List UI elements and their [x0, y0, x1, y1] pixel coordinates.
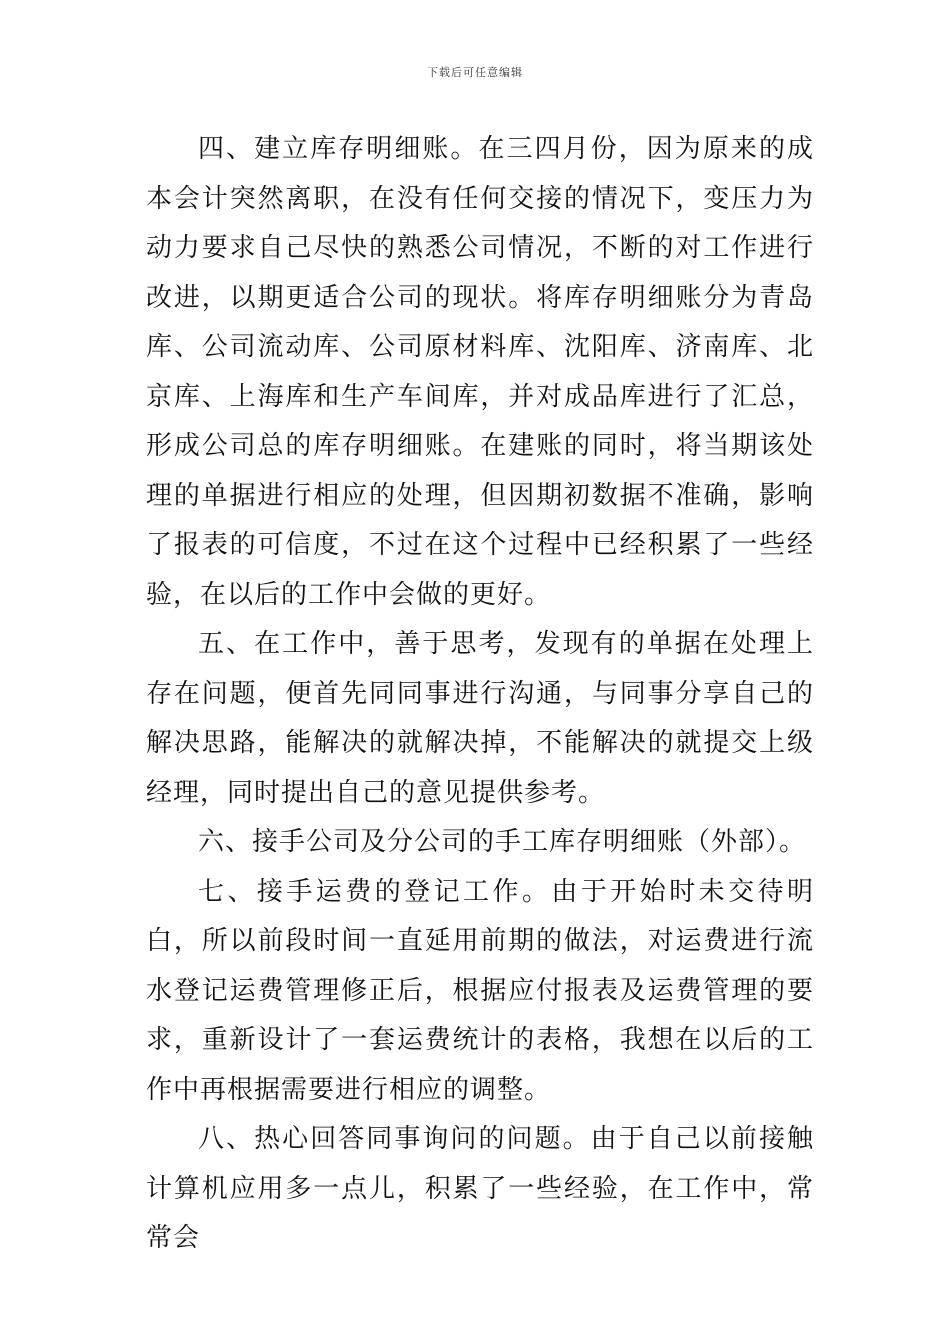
- header-note: 下载后可任意编辑: [427, 66, 523, 79]
- paragraph-6: 六、接手公司及分公司的手工库存明细账（外部）。: [198, 827, 807, 857]
- paragraph-7: 七、接手运费的登记工作。由于开始时未交待明白，所以前段时间一直延用前期的做法，对运费进行流水登记运费管理修正后，根据应付报表及运费管理的要求，重新设计了一套运费统计的表格，我想在以后的工作中再根据需要进行相应的调整。: [146, 876, 814, 1105]
- document-body: [146, 125, 814, 1264]
- paragraph-8: 八、热心回答同事询问的问题。由于自己以前接触计算机应用多一点儿，积累了一些经验，在工作中，常常会: [146, 1124, 814, 1253]
- paragraph-5: 五、在工作中，善于思考，发现有的单据在处理上存在问题，便首先同同事进行沟通，与同事分享自己的解决思路，能解决的就解决掉，不能解决的就提交上级经理，同时提出自己的意见提供参考。: [146, 629, 814, 808]
- paragraph-4: 四、建立库存明细账。在三四月份，因为原来的成本会计突然离职，在没有任何交接的情况下，变压力为动力要求自己尽快的熟悉公司情况，不断的对工作进行改进，以期更适合公司的现状。将库存明细账分为青岛库、公司流动库、公司原材料库、沈阳库、济南库、北京库、上海库和生产车间库，并对成品库进行了汇总，形成公司总的库存明细账。在建账的同时，将当期该处理的单据进行相应的处理，但因期初数据不准确，影响了报表的可信度，不过在这个过程中已经积累了一些经验，在以后的工作中会做的更好。: [146, 134, 814, 610]
